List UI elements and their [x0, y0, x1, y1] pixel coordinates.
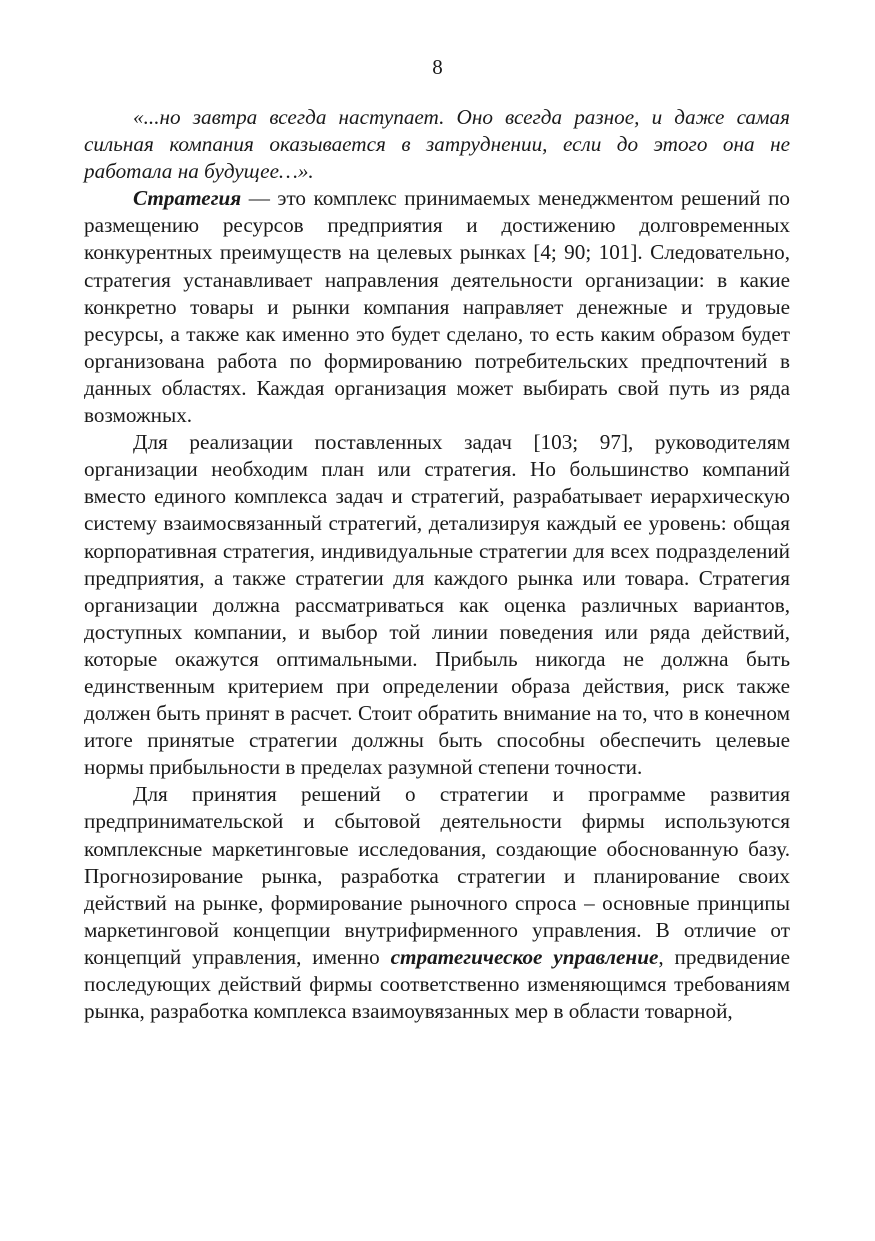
strategic-management-paragraph — [84, 781, 790, 1025]
page-body — [84, 104, 790, 1025]
strategy-definition-paragraph — [84, 185, 790, 429]
page-number: 8 — [432, 55, 443, 79]
strategic-management-text-after: , предвидение последующих действий фирмы соответственно изменяющимся требованиям рынка, разработка комплекса взаимоувязанных мер в области товарной, — [84, 944, 790, 1024]
strategic-management-text-before: Для принятия решений о стратегии и программе развития предпринимательской и сбытовой деятельности фирмы используются комплексные маркетинговые исследования, создающие обоснованную базу. Прогнозирование рынка, разработка стратегии и планирование своих действий на рынке, формирование рыночного спроса – основные принципы маркетинговой концепции внутрифирменного управления. В отличие от концепций управления, именно — [84, 782, 790, 969]
term-strategy: Стратегия — [133, 186, 242, 211]
quote-paragraph: «...но завтра всегда наступает. Оно всегда разное, и даже самая сильная компания оказывается в затруднении, если до этого она не работала на будущее…». — [84, 105, 790, 184]
strategy-plan-paragraph: Для реализации поставленных задач [103; 97], руководителям организации необходим план или стратегия. Но большинство компаний вместо единого комплекса задач и стратегий, разрабатывает иерархическую систему взаимосвязанный стратегий, детализируя каждый ее уровень: общая корпоративная стратегия, индивидуальные стратегии для всех подразделений предприятия, а также стратегии для каждого рынка или товара. Стратегия организации должна рассматриваться как оценка различных вариантов, доступных компании, и выбор той линии поведения или ряда действий, которые окажутся оптимальными. Прибыль никогда не должна быть единственным критерием при определении образа действия, риск также должен быть принят в расчет. Стоит обратить внимание на то, что в конечном итоге принятые стратегии должны быть способны обеспечить целевые нормы прибыльности в пределах разумной степени точности. — [84, 430, 790, 780]
term-strategic-management: стратегическое управление — [390, 944, 659, 969]
strategy-definition-text: — это комплекс принимаемых менеджментом решений по размещению ресурсов предприятия и достижению долговременных конкурентных преимуществ на целевых рынках [4; 90; 101]. Следовательно, стратегия устанавливает направления деятельности организации: в какие конкретно товары и рынки компания направляет денежные и трудовые ресурсы, а также как именно это будет сделано, то есть каким образом будет организована работа по формированию потребительских предпочтений в данных областях. Каждая организация может выбирать свой путь из ряда возможных. — [84, 186, 790, 428]
